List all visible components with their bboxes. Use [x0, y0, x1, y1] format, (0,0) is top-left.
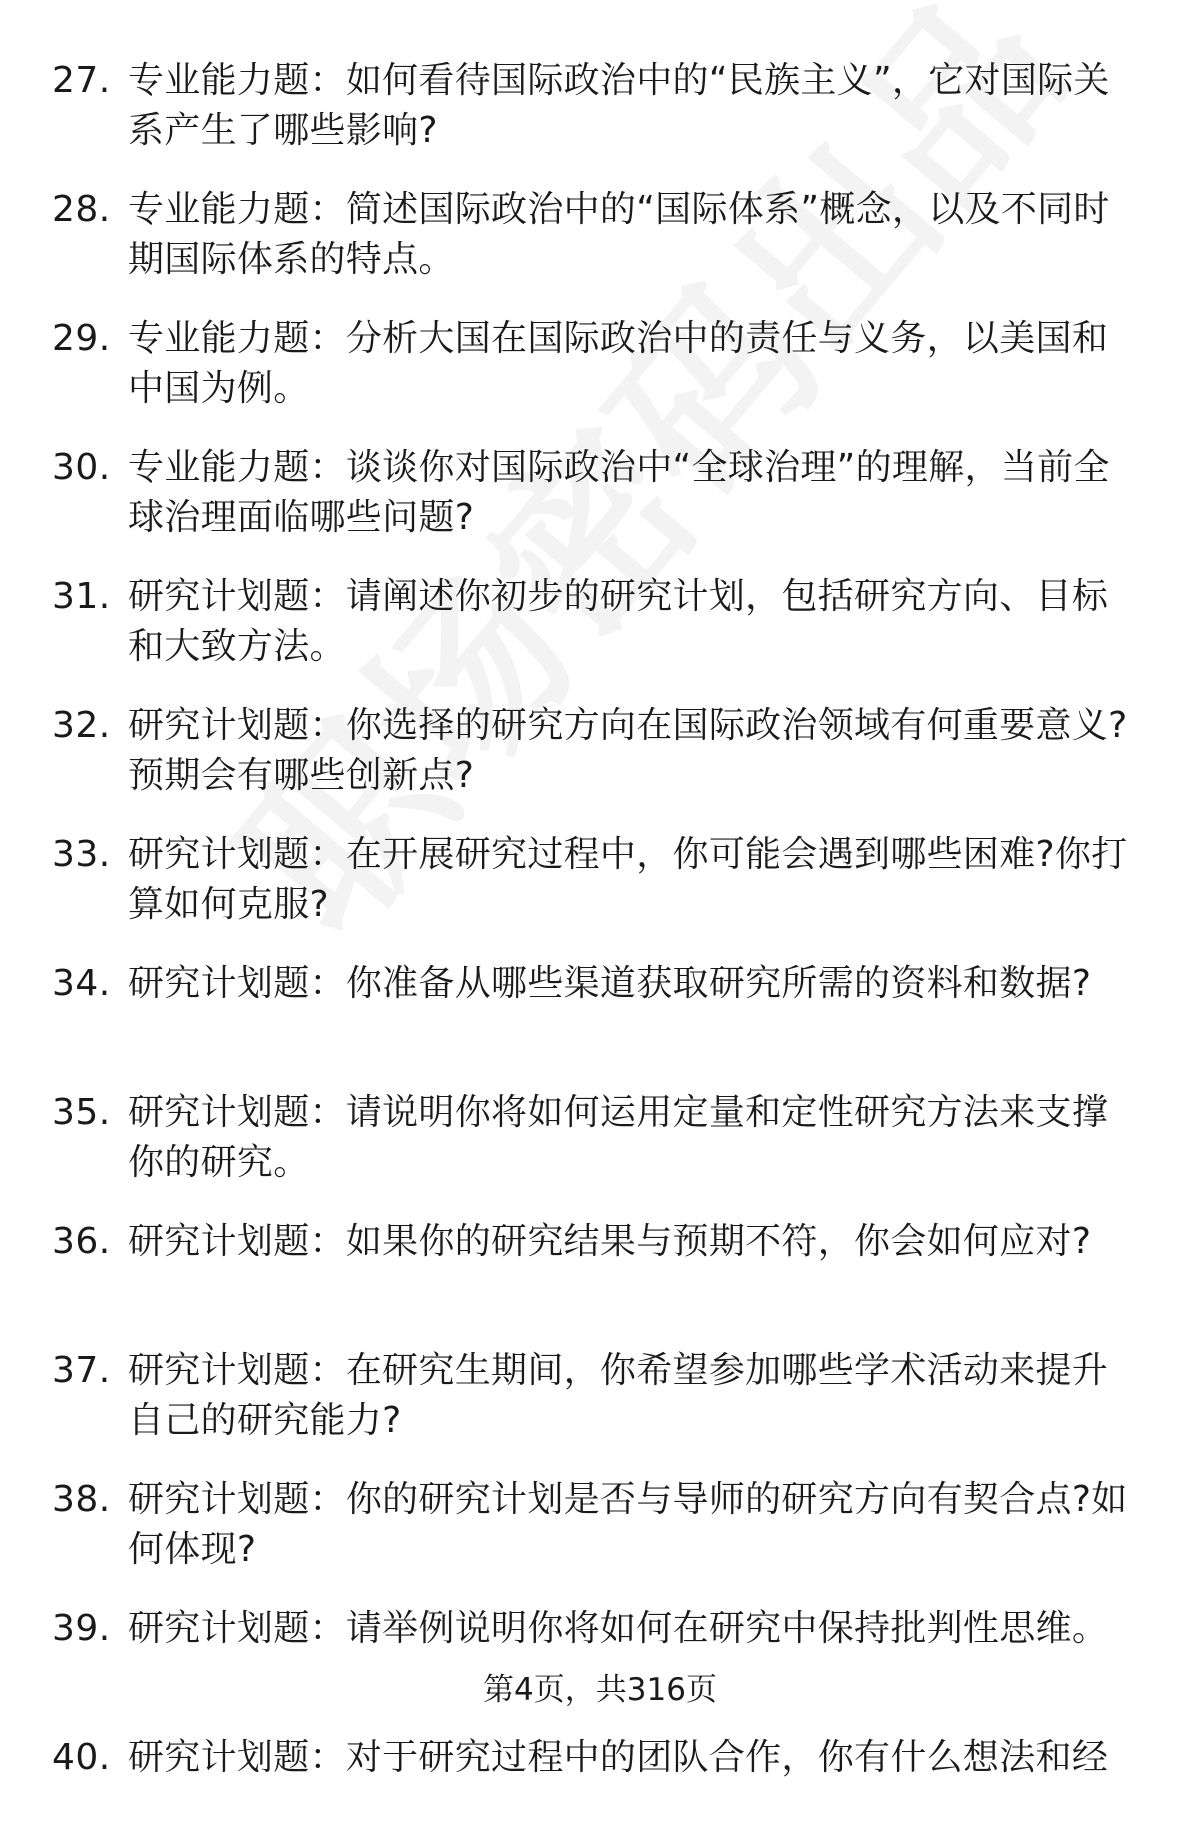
question-category: 专业能力题： — [128, 318, 346, 359]
question-text — [128, 1346, 1136, 1446]
question-number: 28. — [52, 189, 111, 230]
list-item — [0, 1217, 1200, 1346]
question-category: 研究计划题： — [128, 1608, 346, 1649]
question-body: 如果你的研究结果与预期不符，你会如何应对? — [345, 1221, 1092, 1262]
question-category: 专业能力题： — [128, 447, 346, 488]
list-item — [0, 572, 1200, 701]
list-item — [0, 1346, 1200, 1475]
question-text — [128, 1733, 1136, 1783]
page-number-footer: 第4页，共316页 — [483, 1672, 717, 1708]
question-text — [128, 185, 1136, 285]
question-category: 研究计划题： — [128, 1350, 346, 1391]
question-number: 37. — [52, 1350, 111, 1391]
question-number: 40. — [52, 1737, 111, 1778]
question-text — [128, 56, 1136, 156]
question-text — [128, 1604, 1136, 1654]
question-body: 如何看待国际政治中的“民族主义”，它对国际关系产生了哪些影响? — [128, 60, 1110, 151]
list-item — [0, 56, 1200, 185]
question-body: 你的研究计划是否与导师的研究方向有契合点?如何体现? — [128, 1479, 1128, 1570]
question-number: 31. — [52, 576, 111, 617]
question-text — [128, 443, 1136, 543]
question-category: 研究计划题： — [128, 1479, 346, 1520]
question-category: 研究计划题： — [128, 1221, 346, 1262]
question-number: 34. — [52, 963, 111, 1004]
question-category: 研究计划题： — [128, 1092, 346, 1133]
question-text — [128, 1088, 1136, 1188]
question-number: 33. — [52, 834, 111, 875]
question-text — [128, 1217, 1136, 1267]
list-item — [0, 959, 1200, 1088]
question-text — [128, 830, 1136, 930]
list-item — [0, 1088, 1200, 1217]
list-item — [0, 443, 1200, 572]
question-text — [128, 959, 1136, 1009]
question-body: 谈谈你对国际政治中“全球治理”的理解，当前全球治理面临哪些问题? — [128, 447, 1110, 538]
question-category: 专业能力题： — [128, 60, 346, 101]
question-number: 35. — [52, 1092, 111, 1133]
question-text — [128, 701, 1136, 801]
question-category: 研究计划题： — [128, 576, 346, 617]
question-number: 29. — [52, 318, 111, 359]
question-body: 你准备从哪些渠道获取研究所需的资料和数据? — [345, 963, 1092, 1004]
question-number: 30. — [52, 447, 111, 488]
list-item — [0, 701, 1200, 830]
question-category: 研究计划题： — [128, 963, 346, 1004]
question-category: 研究计划题： — [128, 705, 346, 746]
question-category: 专业能力题： — [128, 189, 346, 230]
question-number: 36. — [52, 1221, 111, 1262]
question-body: 在研究生期间，你希望参加哪些学术活动来提升自己的研究能力? — [128, 1350, 1109, 1441]
question-text — [128, 1475, 1136, 1575]
question-text — [128, 314, 1136, 414]
list-item — [0, 1733, 1200, 1823]
question-category: 研究计划题： — [128, 834, 346, 875]
question-number: 38. — [52, 1479, 111, 1520]
question-number: 32. — [52, 705, 111, 746]
question-category: 研究计划题： — [128, 1737, 346, 1778]
question-number: 39. — [52, 1608, 111, 1649]
list-item — [0, 830, 1200, 959]
question-body: 请阐述你初步的研究计划，包括研究方向、目标和大致方法。 — [128, 576, 1109, 667]
question-text — [128, 572, 1136, 672]
list-item — [0, 314, 1200, 443]
question-body: 请说明你将如何运用定量和定性研究方法来支撑你的研究。 — [128, 1092, 1109, 1183]
question-body: 对于研究过程中的团队合作，你有什么想法和经 — [345, 1737, 1109, 1778]
question-list — [0, 56, 1200, 1823]
question-body: 分析大国在国际政治中的责任与义务，以美国和中国为例。 — [128, 318, 1109, 409]
question-body: 你选择的研究方向在国际政治领域有何重要意义?预期会有哪些创新点? — [128, 705, 1128, 796]
list-item — [0, 1475, 1200, 1604]
question-body: 在开展研究过程中，你可能会遇到哪些困难?你打算如何克服? — [128, 834, 1128, 925]
question-number: 27. — [52, 60, 111, 101]
list-item — [0, 185, 1200, 314]
question-body: 请举例说明你将如何在研究中保持批判性思维。 — [345, 1608, 1109, 1649]
question-body: 简述国际政治中的“国际体系”概念，以及不同时期国际体系的特点。 — [128, 189, 1110, 280]
